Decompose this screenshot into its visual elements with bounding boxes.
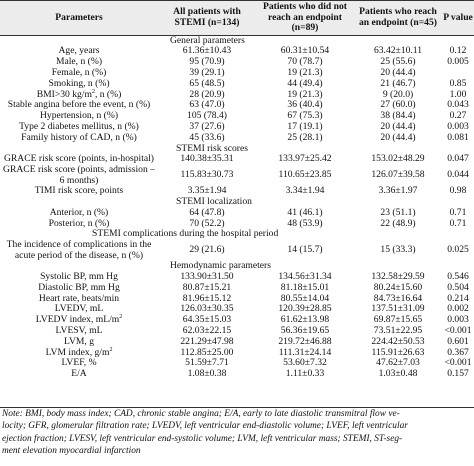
value-no-endpoint: 44 (49.4)	[287, 77, 323, 89]
value-no-endpoint: 60.31±10.54	[280, 45, 330, 57]
value-no-endpoint: 70 (78.7)	[287, 56, 323, 68]
value-all-patients: 61.36±10.43	[182, 45, 232, 57]
value-endpoint: 9 (20.0)	[382, 88, 414, 100]
value-no-endpoint: 80.55±14.04	[280, 292, 330, 304]
table-row	[0, 208, 474, 219]
value-p: <0.001	[444, 357, 472, 369]
section-heading: STEMI risk scores	[176, 142, 248, 154]
value-p: 0.504	[447, 281, 469, 293]
value-no-endpoint: 48 (53.9)	[287, 217, 323, 229]
value-no-endpoint: 67 (75.3)	[287, 110, 323, 122]
value-p: 0.003	[447, 121, 469, 133]
value-no-endpoint: 36 (40.4)	[287, 99, 323, 111]
row-label: Posterior, n (%)	[48, 217, 110, 229]
row-label: E/A	[71, 368, 87, 380]
value-p: 0.002	[447, 303, 469, 315]
value-endpoint: 27 (60.0)	[380, 99, 416, 111]
value-all-patients: 81.96±15.12	[182, 292, 232, 304]
value-endpoint: 132.58±29.59	[371, 270, 425, 282]
row-label: Anterior, n (%)	[49, 206, 109, 218]
value-p: 0.98	[449, 185, 467, 197]
value-endpoint: 15 (33.3)	[380, 244, 416, 256]
value-all-patients: 39 (29.1)	[189, 67, 225, 79]
row-label: LVM, g	[63, 335, 95, 347]
value-endpoint: 84.73±16.64	[373, 292, 423, 304]
value-endpoint: 20 (44.4)	[380, 131, 416, 143]
value-no-endpoint: 3.34±1.94	[285, 185, 325, 197]
table-row	[0, 165, 474, 186]
value-all-patients: 63 (47.0)	[189, 99, 225, 111]
header-p-value: P value	[442, 1, 474, 36]
value-endpoint: 69.87±15.65	[373, 314, 423, 326]
value-no-endpoint: 134.56±31.34	[278, 270, 332, 282]
value-p: 1.00	[449, 88, 467, 100]
value-endpoint: 20 (44.4)	[380, 121, 416, 133]
value-p: 0.85	[449, 77, 467, 89]
row-label: LVEDV index, $mL/m^2$	[35, 313, 123, 326]
value-endpoint: 115.91±26.63	[371, 346, 425, 358]
value-endpoint: 224.42±50.53	[371, 335, 425, 347]
value-endpoint: 73.51±22.95	[373, 324, 423, 336]
table-row	[0, 240, 474, 261]
value-all-patients: 221.29±47.98	[180, 335, 234, 347]
value-all-patients: 115.83±30.73	[180, 169, 234, 181]
value-p: 0.71	[449, 217, 467, 229]
row-label: LVEF, %	[61, 357, 97, 369]
value-p: 0.003	[447, 314, 469, 326]
row-label: LVM index, $g/m^2$	[45, 346, 113, 358]
value-endpoint: 153.02±48.29	[371, 153, 425, 165]
row-label: Female, n (%)	[51, 67, 107, 79]
value-no-endpoint: 53.60±7.32	[283, 357, 327, 369]
row-label: Heart rate, beats/min	[38, 292, 120, 304]
value-endpoint: 3.36±1.97	[378, 185, 418, 197]
value-no-endpoint: 25 (28.1)	[287, 131, 323, 143]
row-label: BMI>30 $kg/m^2$, n (%)	[36, 88, 122, 100]
value-no-endpoint: 14 (15.7)	[287, 244, 323, 256]
section-heading: General parameters	[170, 34, 245, 46]
value-all-patients: 62.03±22.15	[182, 324, 232, 336]
value-all-patients: 80.87±15.21	[182, 281, 232, 293]
table-row	[0, 337, 474, 348]
section-heading: STEMI localization	[176, 196, 252, 207]
value-all-patients: 95 (70.9)	[189, 56, 225, 68]
value-all-patients: 133.90±31.50	[180, 270, 234, 282]
value-p: 0.367	[447, 346, 469, 358]
value-no-endpoint: 111.31±24.14	[278, 346, 332, 358]
row-label: Family history of CAD, n (%)	[21, 131, 137, 143]
value-all-patients: 105 (78.4)	[187, 110, 227, 122]
row-label: Male, n (%)	[55, 56, 103, 68]
value-all-patients: 126.03±30.35	[180, 303, 234, 315]
value-all-patients: 29 (21.6)	[189, 244, 225, 256]
row-label: GRACE risk score (points, in-hospital)	[3, 153, 155, 165]
value-endpoint: 137.51±31.09	[371, 303, 425, 315]
value-endpoint: 47.62±7.03	[376, 357, 420, 369]
row-label: TIMI risk score, points	[34, 185, 124, 197]
value-endpoint: 38 (84.4)	[380, 110, 416, 122]
row-label: LVEDV, mL	[54, 303, 104, 315]
value-no-endpoint: 19 (21.3)	[287, 88, 323, 100]
value-p: 0.214	[447, 292, 469, 304]
row-label: Systolic BP, mm Hg	[40, 270, 118, 282]
value-no-endpoint: 133.97±25.42	[278, 153, 332, 165]
value-no-endpoint: 219.72±46.88	[278, 335, 332, 347]
value-no-endpoint: 41 (46.1)	[287, 206, 323, 218]
header-row	[0, 1, 474, 36]
table-row	[0, 79, 474, 90]
value-no-endpoint: 120.39±28.85	[278, 303, 332, 315]
value-p: 0.601	[447, 335, 469, 347]
value-no-endpoint: 81.18±15.01	[280, 281, 330, 293]
value-no-endpoint: 1.11±0.33	[285, 368, 325, 380]
value-p: <0.001	[444, 324, 472, 336]
value-all-patients: 64.35±15.03	[182, 314, 232, 326]
value-p: 0.546	[447, 270, 469, 282]
header-parameters: Parameters	[0, 1, 158, 36]
value-p: 0.043	[447, 99, 469, 111]
value-p: 0.005	[447, 56, 469, 68]
value-all-patients: 140.38±35.31	[180, 153, 234, 165]
value-p: 0.27	[449, 110, 467, 122]
table-header	[0, 1, 474, 36]
value-p: 0.12	[449, 45, 467, 57]
value-all-patients: 1.08±0.38	[187, 368, 227, 380]
value-no-endpoint: 19 (21.3)	[287, 67, 323, 79]
value-p: 0.044	[447, 169, 469, 181]
value-p: 0.71	[449, 206, 467, 218]
header-endpoint: Patients who reach an endpoint (n=45)	[354, 1, 442, 36]
section-heading: Hemodynamic parameters	[170, 260, 271, 272]
value-endpoint: 25 (55.6)	[380, 56, 416, 68]
value-all-patients: 3.35±1.94	[187, 185, 227, 197]
value-all-patients: 64 (47.8)	[189, 206, 225, 218]
value-no-endpoint: 56.36±19.65	[280, 324, 330, 336]
table-row	[0, 326, 474, 337]
row-label: Smoking, n (%)	[48, 77, 110, 89]
row-label: Type 2 diabetes mellitus, n (%)	[19, 121, 139, 133]
value-endpoint: 80.24±15.60	[373, 281, 423, 293]
table-row	[0, 133, 474, 144]
row-label: The incidence of complications in the acute period of the disease, n (%)	[6, 239, 152, 261]
section-heading: STEMI complications during the hospital period	[92, 228, 279, 240]
table-body	[0, 35, 474, 380]
row-label: Hypertension, n (%)	[39, 110, 119, 122]
value-all-patients: 37 (27.6)	[189, 121, 225, 133]
value-all-patients: 65 (48.5)	[189, 77, 225, 89]
value-all-patients: 70 (52.2)	[189, 217, 225, 229]
value-p: 0.047	[447, 153, 469, 165]
value-no-endpoint: 61.62±13.98	[280, 314, 330, 326]
row-label: Diastolic BP, mm Hg	[38, 281, 120, 293]
value-p: 0.157	[447, 368, 469, 380]
header-all-patients: All patients with STEMI (n=134)	[158, 1, 256, 36]
table-row	[0, 369, 474, 380]
value-no-endpoint: 17 (19.1)	[287, 121, 323, 133]
value-endpoint: 63.42±10.11	[373, 45, 423, 57]
value-endpoint: 20 (44.4)	[380, 67, 416, 79]
value-p: 0.081	[447, 131, 469, 143]
row-label: Age, years	[58, 45, 100, 57]
value-endpoint: 21 (46.7)	[380, 77, 416, 89]
value-endpoint: 1.03±0.48	[378, 368, 418, 380]
value-p: 0.025	[447, 244, 469, 256]
value-all-patients: 28 (20.9)	[189, 88, 225, 100]
row-label: Stable angina before the event, n (%)	[7, 99, 151, 111]
header-no-endpoint: Patients who did not reach an endpoint (n=89)	[256, 1, 354, 36]
value-all-patients: 51.59±7.71	[185, 357, 229, 369]
value-endpoint: 23 (51.1)	[380, 206, 416, 218]
value-no-endpoint: 110.65±23.85	[278, 169, 332, 181]
table-footnote: Note: BMI, body mass index; CAD, chronic stable angina; E/A, early to late diastolic transmitral flow ve- locity; GFR, glomerular filtration rate; LVEDV, left ventricular end-diastolic volume; LVEF, left ventricular ejection fraction; LVESV, left ventricular end-systolic volume; LVM, left ventricular mass; STEMI, ST-seg- ment elevation myocardial infarction	[0, 407, 474, 457]
value-endpoint: 22 (48.9)	[380, 217, 416, 229]
table-row	[0, 283, 474, 294]
row-label: LVESV, mL	[55, 324, 103, 336]
value-all-patients: 45 (33.6)	[189, 131, 225, 143]
value-endpoint: 126.07±39.58	[371, 169, 425, 181]
row-label: GRACE risk score (points, admission – 6 months)	[3, 164, 155, 186]
value-all-patients: 112.85±25.00	[180, 346, 234, 358]
